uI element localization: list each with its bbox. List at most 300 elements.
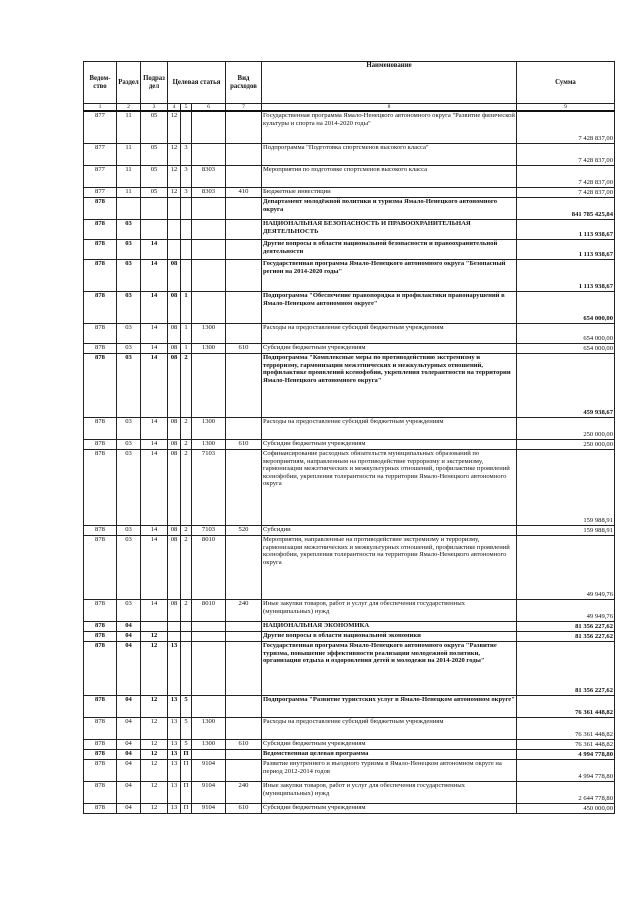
- name-cell: Расходы на предоставление субсидий бюджетным учреждениям: [262, 717, 517, 739]
- direction-code-cell: 7103: [192, 525, 226, 535]
- table-row: [84, 781, 615, 803]
- program-code-cell: 12: [168, 187, 181, 197]
- vedomstvo-cell: 878: [84, 219, 117, 239]
- direction-code-cell: [192, 197, 226, 219]
- amount-cell: 76 361 448,82: [517, 717, 615, 739]
- program-code-cell: 08: [168, 449, 181, 525]
- amount-cell: 7 428 837,00: [517, 111, 615, 143]
- amount-cell: 459 938,67: [517, 353, 615, 417]
- name-cell: Другие вопросы в области национальной безопасности и правоохранительной деятельности: [262, 239, 517, 259]
- razdel-cell: 03: [117, 239, 141, 259]
- direction-code-cell: 9104: [192, 781, 226, 803]
- direction-code-cell: 1300: [192, 323, 226, 343]
- name-cell: Государственная программа Ямало-Ненецкого автономного округа "Безопасный регион на 2014-2020 годы": [262, 259, 517, 291]
- amount-cell: 49 949,76: [517, 599, 615, 621]
- name-cell: Субсидии бюджетным учреждениям: [262, 343, 517, 353]
- vedomstvo-cell: 878: [84, 343, 117, 353]
- subprogram-code-cell: 2: [181, 599, 192, 621]
- amount-cell: 7 428 837,00: [517, 187, 615, 197]
- header-vid-raskhodov: Вид расходов: [226, 62, 262, 104]
- amount-cell: 81 356 227,62: [517, 621, 615, 631]
- direction-code-cell: 8010: [192, 599, 226, 621]
- table-row: [84, 717, 615, 739]
- direction-code-cell: [192, 749, 226, 759]
- razdel-cell: 04: [117, 641, 141, 695]
- name-cell: Мероприятия, направленные на противодействие экстремизму и терроризму, гармонизации межэтнических и межкультурных отношений, профилактике проявлений ксенофобии, укрепления толерантности на территории Ямало-Ненецкого автономного округа: [262, 535, 517, 599]
- amount-cell: 1 113 938,67: [517, 239, 615, 259]
- amount-cell: 1 113 938,67: [517, 259, 615, 291]
- header-vedomstvo: Ведом-ство: [84, 62, 117, 104]
- program-code-cell: 13: [168, 803, 181, 813]
- table-row: [84, 631, 615, 641]
- podrazdel-cell: 12: [141, 759, 168, 781]
- table-row: [84, 343, 615, 353]
- expense-type-cell: [226, 695, 262, 717]
- direction-code-cell: 1300: [192, 739, 226, 749]
- amount-cell: 4 994 778,80: [517, 749, 615, 759]
- podrazdel-cell: 14: [141, 599, 168, 621]
- subprogram-code-cell: [181, 641, 192, 695]
- table-row: [84, 259, 615, 291]
- name-cell: Мероприятия по подготовке спортсменов высокого класса: [262, 165, 517, 187]
- program-code-cell: 08: [168, 343, 181, 353]
- program-code-cell: [168, 631, 181, 641]
- amount-cell: 654 000,00: [517, 291, 615, 323]
- podrazdel-cell: 14: [141, 353, 168, 417]
- expense-type-cell: [226, 353, 262, 417]
- table-row: [84, 803, 615, 813]
- program-code-cell: 13: [168, 759, 181, 781]
- subprogram-code-cell: 3: [181, 165, 192, 187]
- column-index-cell: 2: [117, 104, 141, 112]
- podrazdel-cell: 14: [141, 259, 168, 291]
- expense-type-cell: 520: [226, 525, 262, 535]
- direction-code-cell: 1300: [192, 343, 226, 353]
- header-naimenovanie: Наименование: [262, 62, 517, 104]
- name-cell: Департамент молодёжной политики и туризма Ямало-Ненецкого автономного округа: [262, 197, 517, 219]
- name-cell: Государственная программа Ямало-Ненецкого автономного округа "Развитие туризма, повышение эффективности реализации молодежной политики, организация отдыха и оздоровления детей и молодежи на 2014-2020 годы": [262, 641, 517, 695]
- table-row: [84, 759, 615, 781]
- expense-type-cell: [226, 759, 262, 781]
- name-cell: Субсидии бюджетным учреждениям: [262, 803, 517, 813]
- vedomstvo-cell: 878: [84, 749, 117, 759]
- budget-table: [83, 61, 615, 814]
- vedomstvo-cell: 877: [84, 165, 117, 187]
- podrazdel-cell: 14: [141, 449, 168, 525]
- name-cell: Расходы на предоставление субсидий бюджетным учреждениям: [262, 417, 517, 439]
- table-header-row: [84, 62, 615, 104]
- subprogram-code-cell: [181, 631, 192, 641]
- razdel-cell: 03: [117, 599, 141, 621]
- subprogram-code-cell: [181, 239, 192, 259]
- expense-type-cell: [226, 641, 262, 695]
- name-cell: Подпрограмма "Обеспечение правопорядка и профилактики правонарушений в Ямало-Ненецком автономном округе": [262, 291, 517, 323]
- name-cell: Государственная программа Ямало-Ненецкого автономного округа "Развитие физической культуры и спорта на 2014-2020 годы": [262, 111, 517, 143]
- table-row: [84, 621, 615, 631]
- expense-type-cell: [226, 197, 262, 219]
- name-cell: Подпрограмма "Подготовка спортсменов высокого класса": [262, 143, 517, 165]
- expense-type-cell: [226, 621, 262, 631]
- column-index-row: [84, 104, 615, 112]
- amount-cell: 1 113 938,67: [517, 219, 615, 239]
- direction-code-cell: [192, 631, 226, 641]
- program-code-cell: 08: [168, 291, 181, 323]
- subprogram-code-cell: 2: [181, 439, 192, 449]
- expense-type-cell: 610: [226, 439, 262, 449]
- program-code-cell: 13: [168, 739, 181, 749]
- razdel-cell: 03: [117, 449, 141, 525]
- program-code-cell: 08: [168, 439, 181, 449]
- razdel-cell: 04: [117, 749, 141, 759]
- name-cell: Бюджетные инвестиции: [262, 187, 517, 197]
- podrazdel-cell: 14: [141, 417, 168, 439]
- subprogram-code-cell: П: [181, 749, 192, 759]
- direction-code-cell: [192, 621, 226, 631]
- table-row: [84, 353, 615, 417]
- razdel-cell: 03: [117, 343, 141, 353]
- razdel-cell: 03: [117, 525, 141, 535]
- direction-code-cell: 1300: [192, 417, 226, 439]
- razdel-cell: 11: [117, 143, 141, 165]
- razdel-cell: 04: [117, 803, 141, 813]
- razdel-cell: 11: [117, 111, 141, 143]
- table-body: [84, 111, 615, 813]
- expense-type-cell: [226, 323, 262, 343]
- direction-code-cell: [192, 239, 226, 259]
- expense-type-cell: [226, 165, 262, 187]
- podrazdel-cell: 12: [141, 631, 168, 641]
- direction-code-cell: 8303: [192, 165, 226, 187]
- subprogram-code-cell: 2: [181, 535, 192, 599]
- subprogram-code-cell: [181, 197, 192, 219]
- amount-cell: 81 356 227,62: [517, 641, 615, 695]
- expense-type-cell: 610: [226, 739, 262, 749]
- podrazdel-cell: 12: [141, 749, 168, 759]
- amount-cell: 841 785 425,84: [517, 197, 615, 219]
- podrazdel-cell: 14: [141, 535, 168, 599]
- name-cell: Иные закупки товаров, работ и услуг для обеспечения государственных (муниципальных) нужд: [262, 599, 517, 621]
- podrazdel-cell: 14: [141, 291, 168, 323]
- expense-type-cell: 410: [226, 187, 262, 197]
- razdel-cell: 03: [117, 291, 141, 323]
- vedomstvo-cell: 877: [84, 187, 117, 197]
- name-cell: Субсидии бюджетным учреждениям: [262, 439, 517, 449]
- razdel-cell: 03: [117, 219, 141, 239]
- subprogram-code-cell: 5: [181, 717, 192, 739]
- direction-code-cell: [192, 111, 226, 143]
- table-row: [84, 291, 615, 323]
- expense-type-cell: [226, 291, 262, 323]
- column-index-cell: 9: [517, 104, 615, 112]
- razdel-cell: 04: [117, 781, 141, 803]
- podrazdel-cell: 14: [141, 525, 168, 535]
- vedomstvo-cell: 878: [84, 197, 117, 219]
- vedomstvo-cell: 878: [84, 449, 117, 525]
- name-cell: Субсидии бюджетным учреждениям: [262, 739, 517, 749]
- name-cell: Софинансирование расходных обязательств муниципальных образований по мероприятиям, направленным на противодействие терроризму и экстремизму, гармонизации межэтнических и межкультурных отношений, профилактике проявлений ксенофобии, укрепления толерантности на территории Ямало-Ненецкого автономного округа: [262, 449, 517, 525]
- name-cell: Субсидии: [262, 525, 517, 535]
- table-row: [84, 439, 615, 449]
- expense-type-cell: [226, 535, 262, 599]
- table-row: [84, 641, 615, 695]
- program-code-cell: 08: [168, 323, 181, 343]
- razdel-cell: 11: [117, 165, 141, 187]
- razdel-cell: 04: [117, 759, 141, 781]
- expense-type-cell: 610: [226, 343, 262, 353]
- subprogram-code-cell: П: [181, 781, 192, 803]
- podrazdel-cell: 12: [141, 717, 168, 739]
- program-code-cell: 08: [168, 259, 181, 291]
- vedomstvo-cell: 878: [84, 439, 117, 449]
- amount-cell: 159 988,91: [517, 525, 615, 535]
- expense-type-cell: [226, 143, 262, 165]
- subprogram-code-cell: [181, 111, 192, 143]
- expense-type-cell: 610: [226, 803, 262, 813]
- table-row: [84, 219, 615, 239]
- amount-cell: 159 988,91: [517, 449, 615, 525]
- header-tselevaya-statya: Целевая статья: [168, 62, 226, 104]
- table-row: [84, 187, 615, 197]
- vedomstvo-cell: 878: [84, 739, 117, 749]
- vedomstvo-cell: 878: [84, 323, 117, 343]
- subprogram-code-cell: 1: [181, 323, 192, 343]
- expense-type-cell: 240: [226, 599, 262, 621]
- name-cell: Подпрограмма "Комплексные меры по противодействию экстремизму и терроризму, гармонизации межэтнических и межкультурных отношений, профилактике проявлений ксенофобии, укрепления толерантности на территории Ямало-Ненецкого автономного округа": [262, 353, 517, 417]
- column-index-cell: 7: [226, 104, 262, 112]
- amount-cell: 76 361 448,82: [517, 739, 615, 749]
- vedomstvo-cell: 878: [84, 599, 117, 621]
- amount-cell: 7 428 837,00: [517, 143, 615, 165]
- subprogram-code-cell: 5: [181, 739, 192, 749]
- table-row: [84, 535, 615, 599]
- column-index-cell: 8: [262, 104, 517, 112]
- razdel-cell: [117, 197, 141, 219]
- subprogram-code-cell: 2: [181, 525, 192, 535]
- amount-cell: 7 428 837,00: [517, 165, 615, 187]
- program-code-cell: 13: [168, 641, 181, 695]
- razdel-cell: 03: [117, 323, 141, 343]
- column-index-cell: 1: [84, 104, 117, 112]
- direction-code-cell: 9104: [192, 803, 226, 813]
- podrazdel-cell: 12: [141, 781, 168, 803]
- program-code-cell: [168, 239, 181, 259]
- razdel-cell: 04: [117, 717, 141, 739]
- podrazdel-cell: 12: [141, 803, 168, 813]
- direction-code-cell: [192, 291, 226, 323]
- expense-type-cell: [226, 259, 262, 291]
- vedomstvo-cell: 877: [84, 143, 117, 165]
- subprogram-code-cell: [181, 259, 192, 291]
- table-row: [84, 525, 615, 535]
- razdel-cell: 11: [117, 187, 141, 197]
- program-code-cell: 08: [168, 353, 181, 417]
- expense-type-cell: [226, 749, 262, 759]
- direction-code-cell: [192, 219, 226, 239]
- program-code-cell: [168, 197, 181, 219]
- razdel-cell: 04: [117, 695, 141, 717]
- vedomstvo-cell: 877: [84, 111, 117, 143]
- direction-code-cell: [192, 143, 226, 165]
- vedomstvo-cell: 878: [84, 621, 117, 631]
- podrazdel-cell: [141, 219, 168, 239]
- table-row: [84, 197, 615, 219]
- direction-code-cell: 8010: [192, 535, 226, 599]
- program-code-cell: 12: [168, 111, 181, 143]
- column-index-cell: 3: [141, 104, 168, 112]
- amount-cell: 654 000,00: [517, 343, 615, 353]
- podrazdel-cell: 14: [141, 239, 168, 259]
- subprogram-code-cell: 2: [181, 449, 192, 525]
- amount-cell: 76 361 448,82: [517, 695, 615, 717]
- razdel-cell: 03: [117, 439, 141, 449]
- name-cell: Расходы на предоставление субсидий бюджетным учреждениям: [262, 323, 517, 343]
- name-cell: НАЦИОНАЛЬНАЯ БЕЗОПАСНОСТЬ И ПРАВООХРАНИТЕЛЬНАЯ ДЕЯТЕЛЬНОСТЬ: [262, 219, 517, 239]
- razdel-cell: 03: [117, 535, 141, 599]
- table-row: [84, 449, 615, 525]
- name-cell: Подпрограмма "Развитие туристских услуг в Ямало-Ненецком автономном округе": [262, 695, 517, 717]
- header-razdel: Раздел: [117, 62, 141, 104]
- name-cell: Развитие внутреннего и въездного туризма в Ямало-Ненецком автономном округе на период 2012-2014 годов: [262, 759, 517, 781]
- razdel-cell: 04: [117, 739, 141, 749]
- program-code-cell: 13: [168, 695, 181, 717]
- subprogram-code-cell: 2: [181, 417, 192, 439]
- direction-code-cell: [192, 695, 226, 717]
- direction-code-cell: 1300: [192, 717, 226, 739]
- subprogram-code-cell: П: [181, 759, 192, 781]
- podrazdel-cell: [141, 621, 168, 631]
- table-row: [84, 739, 615, 749]
- table-row: [84, 695, 615, 717]
- vedomstvo-cell: 878: [84, 525, 117, 535]
- amount-cell: 250 000,00: [517, 417, 615, 439]
- table-row: [84, 417, 615, 439]
- subprogram-code-cell: 3: [181, 187, 192, 197]
- name-cell: Иные закупки товаров, работ и услуг для обеспечения государственных (муниципальных) нужд: [262, 781, 517, 803]
- table-row: [84, 749, 615, 759]
- podrazdel-cell: 05: [141, 187, 168, 197]
- expense-type-cell: [226, 717, 262, 739]
- podrazdel-cell: 05: [141, 111, 168, 143]
- direction-code-cell: 1300: [192, 439, 226, 449]
- program-code-cell: 08: [168, 525, 181, 535]
- vedomstvo-cell: 878: [84, 631, 117, 641]
- amount-cell: 250 000,00: [517, 439, 615, 449]
- program-code-cell: 08: [168, 417, 181, 439]
- direction-code-cell: 9104: [192, 759, 226, 781]
- header-summa: Сумма: [517, 62, 615, 104]
- subprogram-code-cell: 1: [181, 291, 192, 323]
- vedomstvo-cell: 878: [84, 717, 117, 739]
- vedomstvo-cell: 878: [84, 353, 117, 417]
- podrazdel-cell: 12: [141, 739, 168, 749]
- table-row: [84, 239, 615, 259]
- program-code-cell: 13: [168, 781, 181, 803]
- program-code-cell: 12: [168, 165, 181, 187]
- subprogram-code-cell: 3: [181, 143, 192, 165]
- program-code-cell: 12: [168, 143, 181, 165]
- expense-type-cell: [226, 449, 262, 525]
- podrazdel-cell: 05: [141, 143, 168, 165]
- program-code-cell: [168, 621, 181, 631]
- subprogram-code-cell: [181, 219, 192, 239]
- vedomstvo-cell: 878: [84, 695, 117, 717]
- name-cell: Ведомственная целевая программа: [262, 749, 517, 759]
- podrazdel-cell: [141, 197, 168, 219]
- amount-cell: 49 949,76: [517, 535, 615, 599]
- program-code-cell: 13: [168, 749, 181, 759]
- table-row: [84, 323, 615, 343]
- table-row: [84, 165, 615, 187]
- amount-cell: 81 356 227,62: [517, 631, 615, 641]
- razdel-cell: 03: [117, 353, 141, 417]
- program-code-cell: 08: [168, 535, 181, 599]
- razdel-cell: 04: [117, 621, 141, 631]
- vedomstvo-cell: 878: [84, 759, 117, 781]
- name-cell: Другие вопросы в области национальной экономики: [262, 631, 517, 641]
- program-code-cell: [168, 219, 181, 239]
- podrazdel-cell: 05: [141, 165, 168, 187]
- name-cell: НАЦИОНАЛЬНАЯ ЭКОНОМИКА: [262, 621, 517, 631]
- direction-code-cell: 8303: [192, 187, 226, 197]
- subprogram-code-cell: П: [181, 803, 192, 813]
- podrazdel-cell: 14: [141, 439, 168, 449]
- vedomstvo-cell: 878: [84, 781, 117, 803]
- header-podrazdel: Подраз дел: [141, 62, 168, 104]
- program-code-cell: 13: [168, 717, 181, 739]
- subprogram-code-cell: 5: [181, 695, 192, 717]
- table-row: [84, 599, 615, 621]
- razdel-cell: 03: [117, 417, 141, 439]
- direction-code-cell: [192, 353, 226, 417]
- direction-code-cell: [192, 259, 226, 291]
- subprogram-code-cell: 1: [181, 343, 192, 353]
- table-row: [84, 111, 615, 143]
- expense-type-cell: [226, 111, 262, 143]
- column-index-cell: 4: [168, 104, 181, 112]
- razdel-cell: 04: [117, 631, 141, 641]
- podrazdel-cell: 14: [141, 343, 168, 353]
- expense-type-cell: 240: [226, 781, 262, 803]
- expense-type-cell: [226, 631, 262, 641]
- vedomstvo-cell: 878: [84, 417, 117, 439]
- amount-cell: 4 994 778,80: [517, 759, 615, 781]
- amount-cell: 2 644 778,80: [517, 781, 615, 803]
- vedomstvo-cell: 878: [84, 641, 117, 695]
- direction-code-cell: [192, 641, 226, 695]
- subprogram-code-cell: 2: [181, 353, 192, 417]
- subprogram-code-cell: [181, 621, 192, 631]
- column-index-cell: 6: [192, 104, 226, 112]
- vedomstvo-cell: 878: [84, 239, 117, 259]
- podrazdel-cell: 12: [141, 641, 168, 695]
- podrazdel-cell: 14: [141, 323, 168, 343]
- amount-cell: 450 000,00: [517, 803, 615, 813]
- direction-code-cell: 7103: [192, 449, 226, 525]
- expense-type-cell: [226, 417, 262, 439]
- vedomstvo-cell: 878: [84, 803, 117, 813]
- vedomstvo-cell: 878: [84, 535, 117, 599]
- program-code-cell: 08: [168, 599, 181, 621]
- vedomstvo-cell: 878: [84, 259, 117, 291]
- razdel-cell: 03: [117, 259, 141, 291]
- expense-type-cell: [226, 219, 262, 239]
- table-row: [84, 143, 615, 165]
- vedomstvo-cell: 878: [84, 291, 117, 323]
- podrazdel-cell: 12: [141, 695, 168, 717]
- column-index-cell: 5: [181, 104, 192, 112]
- amount-cell: 654 000,00: [517, 323, 615, 343]
- expense-type-cell: [226, 239, 262, 259]
